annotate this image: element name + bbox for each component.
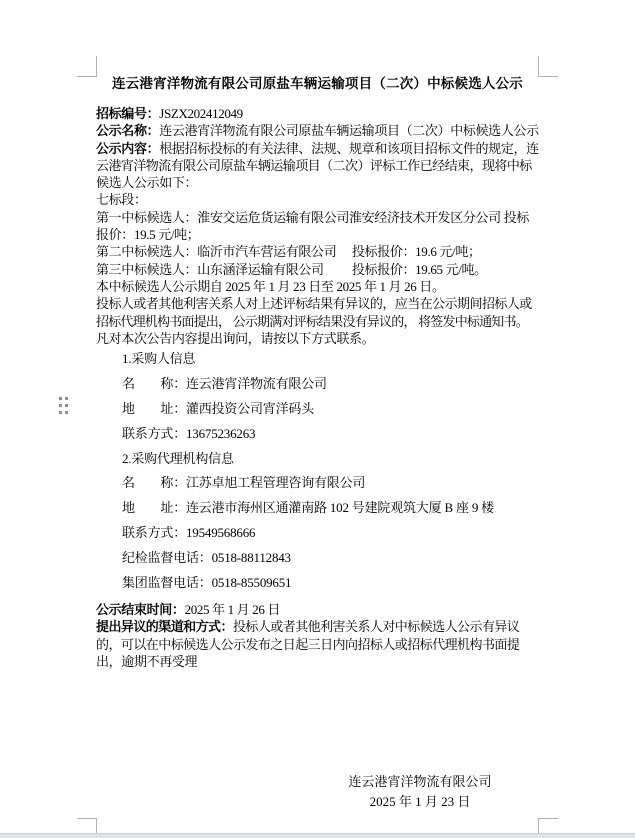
purchaser-address-line: 地 址：灌西投资公司宵洋码头	[122, 400, 315, 416]
contact-section	[122, 347, 557, 596]
notice-name-label: 公示名称：	[96, 123, 160, 139]
group-phone-line: 集团监督电话：0518-85509651	[122, 575, 292, 591]
section-seven-line: 七标段：	[96, 192, 147, 208]
objection-note-line-2: 招标代理机构书面提出， 公示期满对评标结果没有异议的， 将签发中标通知书。	[96, 313, 528, 329]
objection-channel-line	[96, 618, 561, 635]
winner-3-line: 第三中标候选人：山东涵泽运输有限公司 投标报价：19.65 元/吨。	[96, 261, 487, 277]
objection-note-line-1: 投标人或者其他利害关系人对上述评标结果有异议的，应当在公示期间招标人或	[96, 296, 532, 312]
signature-block	[315, 772, 525, 812]
winner-1-line: 第一中标候选人：淮安交运危货运输有限公司淮安经济技术开发区分公司 投标	[96, 209, 530, 225]
main-body	[96, 105, 561, 347]
publicity-end-value: 2025 年 1 月 26 日	[184, 602, 281, 617]
page-bottom-edge	[0, 833, 635, 838]
notice-content-value: 根据招标投标的有关法律、法规、规章和该项目招标文件的规定，连	[159, 140, 539, 156]
agency-address-line: 地 址：连云港市海州区通灌南路 102 号建院观筑大厦 B 座 9 楼	[122, 500, 494, 516]
notice-name-value: 连云港宵洋物流有限公司原盐车辆运输项目（二次）中标候选人公示	[159, 123, 539, 139]
notice-name-line	[96, 122, 561, 139]
agency-phone-line: 联系方式：19549568666	[122, 525, 256, 541]
objection-channel-label: 提出异议的渠道和方式：	[96, 619, 233, 635]
publicity-period-line: 本中标候选人公示期自 2025 年 1 月 23 日至 2025 年 1 月 26 日。	[96, 278, 445, 294]
signature-company: 连云港宵洋物流有限公司	[348, 774, 492, 789]
bid-number-line	[96, 105, 561, 122]
objection-channel-value: 投标人或者其他利害关系人对中标候选人公示有异议	[232, 619, 520, 635]
purchaser-phone-line: 联系方式：13675236263	[122, 425, 256, 441]
publicity-end-label: 公示结束时间：	[96, 602, 185, 617]
closing-section	[96, 601, 561, 670]
notice-content-line	[96, 140, 561, 157]
objection-channel-line-2: 的，可以在中标候选人公示发布之日起三日内向招标人或招标代理机构书面提	[96, 636, 520, 652]
discipline-phone-line: 纪检监督电话：0518-88112843	[122, 550, 291, 566]
crop-mark-top-right	[538, 56, 558, 77]
notice-content-label: 公示内容：	[96, 140, 160, 156]
winner-2-line: 第二中标候选人：临沂市汽车营运有限公司 投标报价：19.6 元/吨；	[96, 244, 481, 260]
document-title: 连云港宵洋物流有限公司原盐车辆运输项目（二次）中标候选人公示	[112, 76, 523, 91]
signature-date: 2025 年 1 月 23 日	[369, 794, 471, 809]
agency-name-line: 名 称：江苏卓旭工程管理咨询有限公司	[122, 475, 366, 491]
contact-note-line: 凡对本次公告内容提出询问，请按以下方式联系。	[96, 330, 375, 346]
content-continuation-line: 云港宵洋物流有限公司原盐车辆运输项目（二次）评标工作已经结束，现将中标	[96, 157, 532, 173]
bid-number-label: 招标编号：	[96, 106, 160, 121]
crop-mark-top-left	[77, 56, 97, 77]
objection-channel-line-3: 出，逾期不再受理	[96, 653, 198, 669]
winner-1-price-line: 报价：19.5 元/吨；	[96, 227, 200, 243]
purchaser-section-heading: 1.采购人信息	[122, 351, 196, 366]
purchaser-name-line: 名 称：连云港宵洋物流有限公司	[122, 375, 327, 391]
agency-section-heading: 2.采购代理机构信息	[122, 450, 234, 466]
candidates-intro-line: 候选人公示如下：	[96, 175, 198, 191]
bid-number-value: JSZX202412049	[159, 106, 243, 121]
publicity-end-line	[96, 601, 561, 618]
